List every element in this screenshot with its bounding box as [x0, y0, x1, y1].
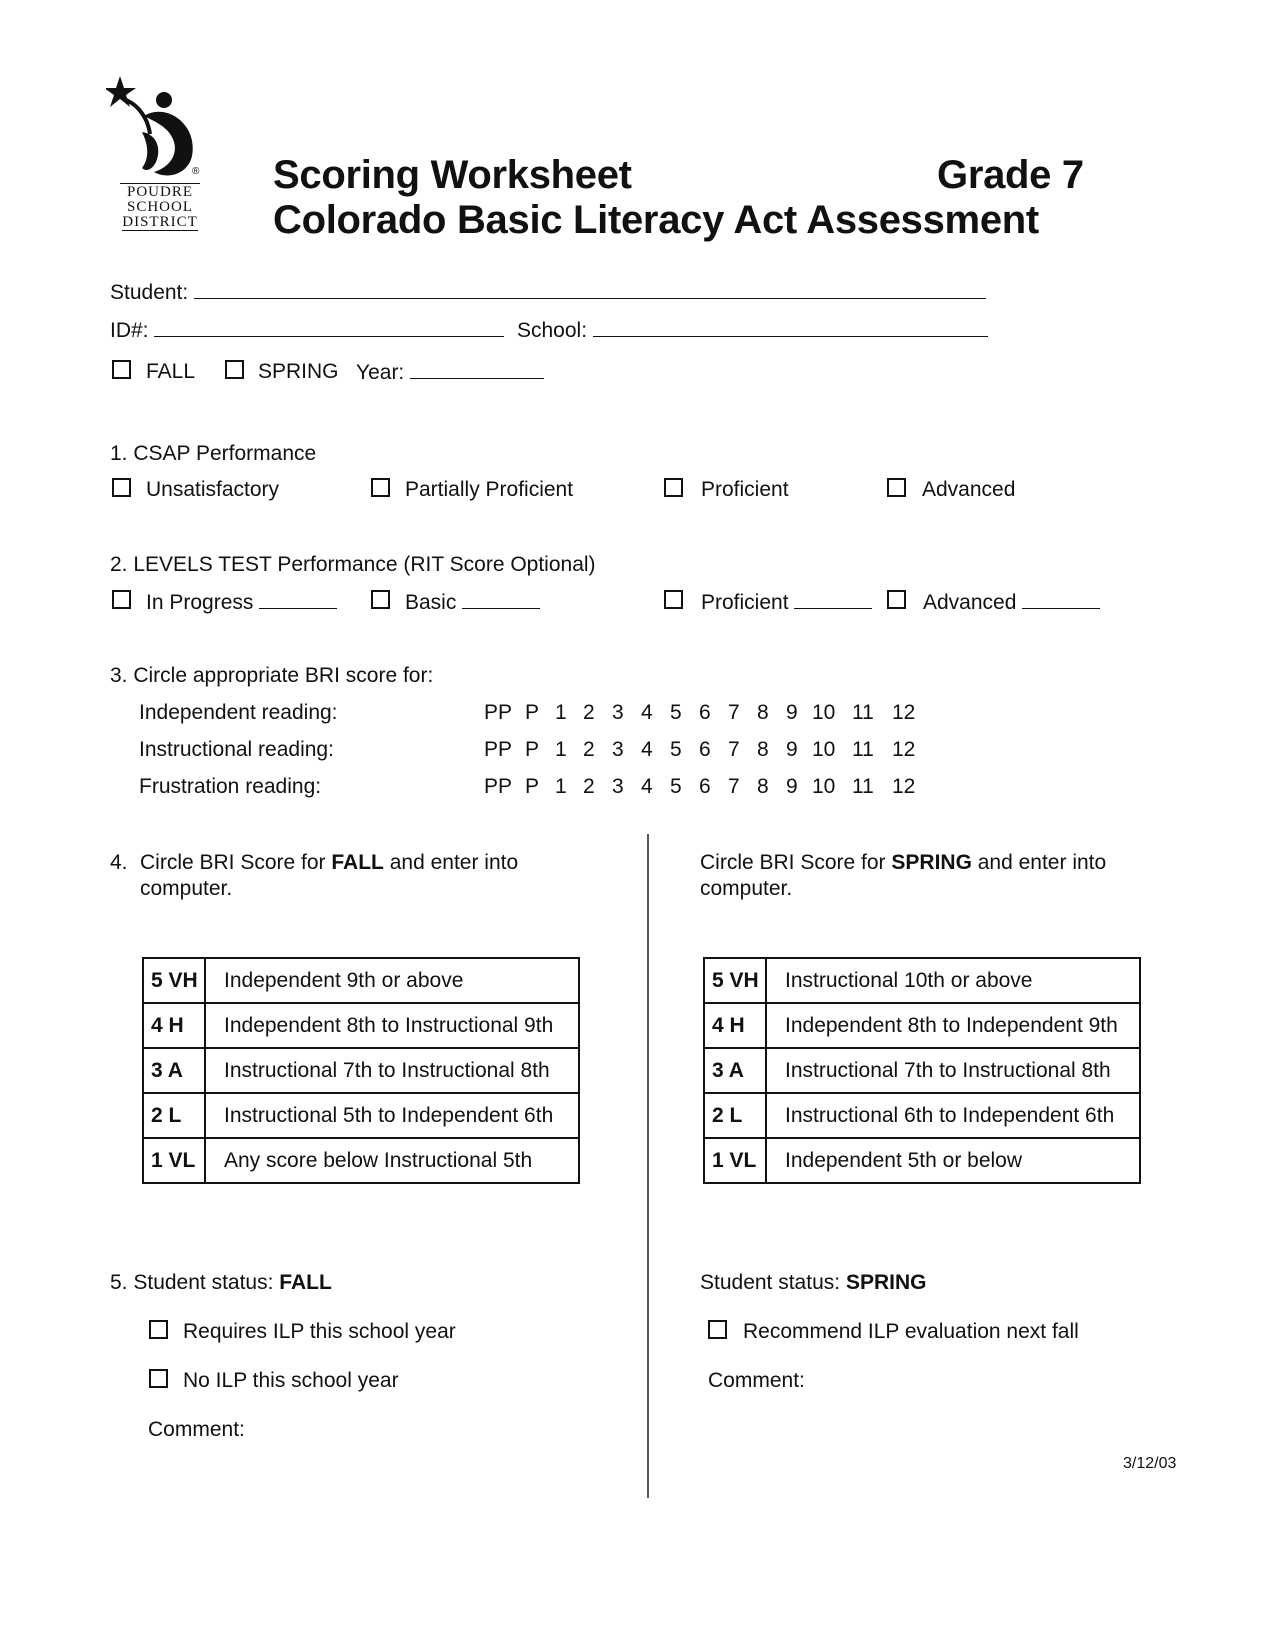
- levels-proficient-label: Proficient: [701, 591, 789, 614]
- fall-table-row: [143, 1093, 579, 1138]
- logo-star-figure-icon: [106, 76, 202, 186]
- student-row: [110, 280, 986, 305]
- in-progress-row: [146, 590, 337, 615]
- score-code[interactable]: 1 VL: [704, 1138, 766, 1183]
- independent-score-option[interactable]: 5: [670, 701, 682, 724]
- frustration-score-option[interactable]: 5: [670, 775, 682, 798]
- score-description: Instructional 7th to Instructional 8th: [766, 1048, 1140, 1093]
- logo-line-3: DISTRICT: [122, 214, 198, 230]
- score-code[interactable]: 5 VH: [143, 958, 205, 1003]
- spring-bri-line-1: Circle BRI Score for SPRING and enter into: [700, 851, 1107, 874]
- frustration-score-option[interactable]: 11: [852, 775, 874, 798]
- bri-heading: 3. Circle appropriate BRI score for:: [110, 664, 434, 687]
- fall-table-row: [143, 1138, 579, 1183]
- levels-heading: 2. LEVELS TEST Performance (RIT Score Optional): [110, 553, 596, 576]
- independent-score-option[interactable]: 11: [852, 701, 874, 724]
- independent-score-option[interactable]: 6: [699, 701, 711, 724]
- frustration-score-option[interactable]: 4: [641, 775, 653, 798]
- instructional-score-option[interactable]: 4: [641, 738, 653, 761]
- svg-text:®: ®: [192, 166, 200, 177]
- spring-bri-line-2: computer.: [700, 877, 793, 900]
- instructional-score-option[interactable]: 5: [670, 738, 682, 761]
- frustration-score-option[interactable]: 7: [728, 775, 740, 798]
- recommend-ilp-label: Recommend ILP evaluation next fall: [743, 1320, 1079, 1343]
- fall-status-heading: 5. Student status: FALL: [110, 1271, 332, 1294]
- independent-score-option[interactable]: 1: [555, 701, 567, 724]
- fall-bri-line-2: computer.: [140, 877, 233, 900]
- logo-text: [120, 183, 200, 231]
- independent-score-option[interactable]: 10: [812, 701, 836, 724]
- school-row: [517, 318, 988, 343]
- instructional-score-option[interactable]: 1: [555, 738, 567, 761]
- independent-score-option[interactable]: PP: [484, 701, 513, 724]
- score-description: Independent 8th to Instructional 9th: [205, 1003, 579, 1048]
- levels-proficient-row: [701, 590, 872, 615]
- id-label: ID#:: [110, 319, 149, 342]
- recommend-ilp-checkbox[interactable]: [708, 1320, 727, 1339]
- instructional-score-option[interactable]: 6: [699, 738, 711, 761]
- frustration-score-option[interactable]: 6: [699, 775, 711, 798]
- unsatisfactory-checkbox[interactable]: [112, 478, 131, 497]
- instructional-reading-label: Instructional reading:: [139, 738, 334, 761]
- levels-proficient-rit-field[interactable]: [794, 590, 872, 609]
- csap-heading: 1. CSAP Performance: [110, 442, 317, 465]
- basic-checkbox[interactable]: [371, 590, 390, 609]
- instructional-score-option[interactable]: 2: [583, 738, 595, 761]
- frustration-score-option[interactable]: 10: [812, 775, 836, 798]
- independent-reading-label: Independent reading:: [139, 701, 338, 724]
- logo-line-1: POUDRE: [120, 183, 200, 200]
- id-row: [110, 318, 504, 343]
- in-progress-checkbox[interactable]: [112, 590, 131, 609]
- independent-score-option[interactable]: P: [525, 701, 540, 724]
- score-description: Any score below Instructional 5th: [205, 1138, 579, 1183]
- spring-comment-label: Comment:: [708, 1369, 805, 1392]
- independent-score-option[interactable]: 4: [641, 701, 653, 724]
- id-field[interactable]: [154, 318, 504, 337]
- partially-proficient-label: Partially Proficient: [405, 478, 574, 501]
- fall-table-row: [143, 1048, 579, 1093]
- fall-table-row: [143, 1003, 579, 1048]
- no-ilp-checkbox[interactable]: [149, 1369, 168, 1388]
- score-description: Instructional 7th to Instructional 8th: [205, 1048, 579, 1093]
- score-code[interactable]: 3 A: [143, 1048, 205, 1093]
- fall-bri-line-1: 4. Circle BRI Score for FALL and enter into: [110, 851, 519, 874]
- levels-advanced-row: [923, 590, 1100, 615]
- student-field[interactable]: [194, 280, 986, 299]
- score-description: Instructional 6th to Independent 6th: [766, 1093, 1140, 1138]
- fall-checkbox[interactable]: [112, 360, 131, 379]
- fall-bri-number: 4.: [110, 851, 128, 874]
- student-label: Student:: [110, 281, 189, 304]
- in-progress-rit-field[interactable]: [259, 590, 337, 609]
- levels-advanced-label: Advanced: [923, 591, 1017, 614]
- page-subtitle: Colorado Basic Literacy Act Assessment: [273, 198, 1039, 242]
- school-field[interactable]: [593, 318, 988, 337]
- fall-comment-label: Comment:: [148, 1418, 245, 1441]
- score-code[interactable]: 4 H: [704, 1003, 766, 1048]
- frustration-score-option[interactable]: 2: [583, 775, 595, 798]
- frustration-reading-label: Frustration reading:: [139, 775, 322, 798]
- score-description: Instructional 10th or above: [766, 958, 1140, 1003]
- spring-bri-table: [703, 957, 1141, 1184]
- requires-ilp-checkbox[interactable]: [149, 1320, 168, 1339]
- score-code[interactable]: 2 L: [143, 1093, 205, 1138]
- independent-score-option[interactable]: 3: [612, 701, 624, 724]
- fall-bri-table: [142, 957, 580, 1184]
- instructional-score-option[interactable]: 9: [786, 738, 798, 761]
- basic-rit-field[interactable]: [462, 590, 540, 609]
- spring-checkbox[interactable]: [225, 360, 244, 379]
- year-label: Year:: [356, 361, 405, 384]
- basic-row: [405, 590, 540, 615]
- instructional-score-option[interactable]: 12: [892, 738, 916, 761]
- instructional-score-option[interactable]: P: [525, 738, 540, 761]
- frustration-score-option[interactable]: P: [525, 775, 540, 798]
- spring-label: SPRING: [258, 360, 339, 383]
- frustration-score-option[interactable]: 3: [612, 775, 624, 798]
- independent-score-option[interactable]: 8: [757, 701, 769, 724]
- in-progress-label: In Progress: [146, 591, 254, 614]
- year-row: [356, 360, 544, 385]
- logo-line-2: SCHOOL: [126, 199, 193, 215]
- spring-table-row: [704, 1138, 1140, 1183]
- school-label: School:: [517, 319, 588, 342]
- basic-label: Basic: [405, 591, 457, 614]
- spring-bri-instructions: [700, 850, 1106, 902]
- fall-bri-instructions: [110, 850, 518, 902]
- independent-score-option[interactable]: 2: [583, 701, 595, 724]
- csap-proficient-checkbox[interactable]: [664, 478, 683, 497]
- unsatisfactory-label: Unsatisfactory: [146, 478, 280, 501]
- csap-proficient-label: Proficient: [701, 478, 789, 501]
- instructional-score-option[interactable]: 10: [812, 738, 836, 761]
- frustration-score-option[interactable]: 12: [892, 775, 916, 798]
- instructional-score-option[interactable]: 3: [612, 738, 624, 761]
- frustration-score-option[interactable]: 1: [555, 775, 567, 798]
- district-logo: [106, 76, 202, 236]
- requires-ilp-label: Requires ILP this school year: [183, 1320, 456, 1343]
- spring-table-row: [704, 1093, 1140, 1138]
- score-description: Independent 9th or above: [205, 958, 579, 1003]
- csap-advanced-checkbox[interactable]: [887, 478, 906, 497]
- score-description: Instructional 5th to Independent 6th: [205, 1093, 579, 1138]
- frustration-score-option[interactable]: PP: [484, 775, 513, 798]
- frustration-score-option[interactable]: 8: [757, 775, 769, 798]
- spring-table-row: [704, 958, 1140, 1003]
- levels-advanced-checkbox[interactable]: [887, 590, 906, 609]
- instructional-score-option[interactable]: 7: [728, 738, 740, 761]
- instructional-score-option[interactable]: 8: [757, 738, 769, 761]
- spring-status-heading: Student status: SPRING: [700, 1271, 927, 1294]
- frustration-score-option[interactable]: 9: [786, 775, 798, 798]
- score-code[interactable]: 2 L: [704, 1093, 766, 1138]
- levels-advanced-rit-field[interactable]: [1022, 590, 1100, 609]
- column-divider: [647, 834, 649, 1498]
- independent-score-option[interactable]: 9: [786, 701, 798, 724]
- fall-table-row: [143, 958, 579, 1003]
- independent-score-option[interactable]: 7: [728, 701, 740, 724]
- score-description: Independent 8th to Independent 9th: [766, 1003, 1140, 1048]
- fall-label: FALL: [146, 360, 196, 383]
- score-code[interactable]: 5 VH: [704, 958, 766, 1003]
- independent-score-option[interactable]: 12: [892, 701, 916, 724]
- spring-table-row: [704, 1048, 1140, 1093]
- score-code[interactable]: 4 H: [143, 1003, 205, 1048]
- grade-label: Grade 7: [937, 153, 1084, 197]
- instructional-score-option[interactable]: 11: [852, 738, 874, 761]
- revision-date: 3/12/03: [1123, 1455, 1177, 1472]
- partially-proficient-checkbox[interactable]: [371, 478, 390, 497]
- levels-proficient-checkbox[interactable]: [664, 590, 683, 609]
- no-ilp-label: No ILP this school year: [183, 1369, 399, 1392]
- spring-table-row: [704, 1003, 1140, 1048]
- csap-advanced-label: Advanced: [922, 478, 1016, 501]
- score-code[interactable]: 1 VL: [143, 1138, 205, 1183]
- score-code[interactable]: 3 A: [704, 1048, 766, 1093]
- instructional-score-option[interactable]: PP: [484, 738, 513, 761]
- page-title: Scoring Worksheet: [273, 153, 632, 197]
- score-description: Independent 5th or below: [766, 1138, 1140, 1183]
- year-field[interactable]: [410, 360, 544, 379]
